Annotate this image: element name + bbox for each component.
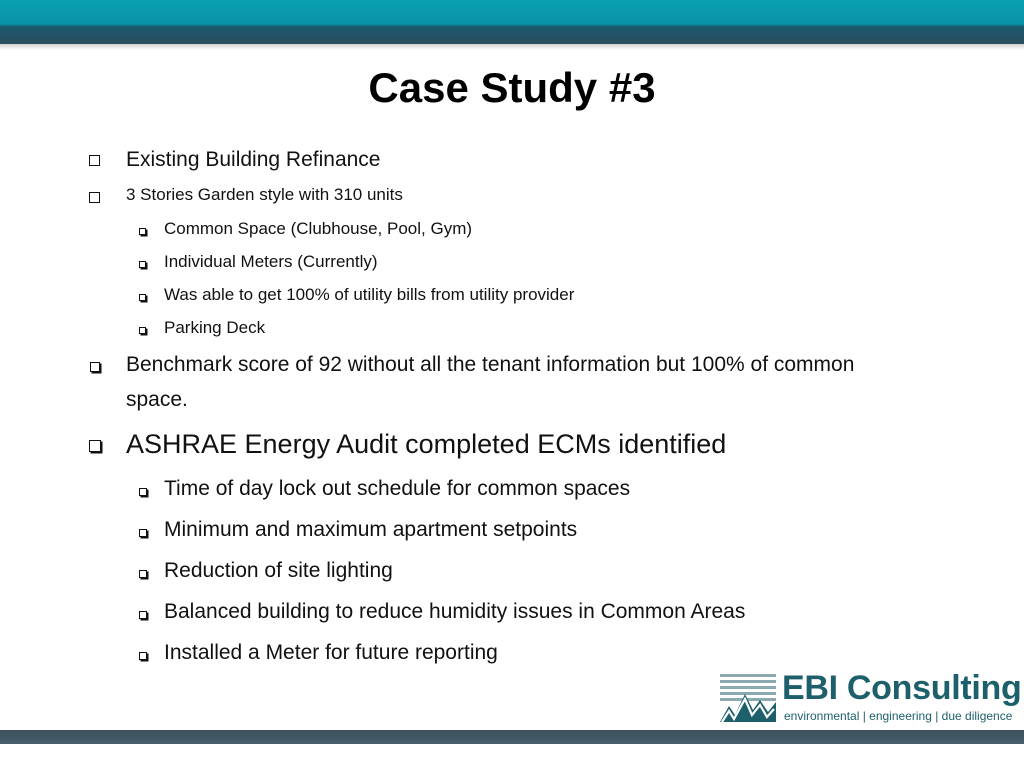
bullet-text: Existing Building Refinance — [126, 148, 381, 171]
sub-bullet-text: Minimum and maximum apartment setpoints — [164, 518, 578, 541]
sub-bullet-text: Was able to get 100% of utility bills from utility provider — [164, 285, 575, 304]
sub-bullet-text: Installed a Meter for future reporting — [164, 641, 498, 664]
ebi-mountain-logo-icon — [720, 672, 776, 724]
bullet-text: ASHRAE Energy Audit completed ECMs identified — [126, 429, 727, 459]
shadowed-square-icon — [139, 570, 147, 578]
sub-bullet-text: Parking Deck — [164, 318, 266, 337]
shadowed-square-icon — [139, 611, 147, 619]
shadowed-square-icon — [139, 488, 147, 496]
sub-bullet-text: Reduction of site lighting — [164, 559, 393, 582]
bottom-banner — [0, 730, 1024, 744]
logo-company-name: EBI Consulting — [782, 669, 1022, 707]
hollow-square-icon — [89, 155, 100, 166]
shadowed-square-icon — [139, 327, 146, 334]
shadowed-square-icon — [89, 440, 101, 452]
shadowed-square-icon — [139, 261, 146, 268]
sub-bullet-text: Common Space (Clubhouse, Pool, Gym) — [164, 219, 473, 238]
shadowed-square-icon — [139, 529, 147, 537]
hollow-square-icon — [89, 192, 100, 203]
shadowed-square-icon — [139, 652, 147, 660]
shadowed-square-icon — [139, 228, 146, 235]
logo-tagline: environmental | engineering | due diligence — [784, 709, 1013, 723]
sub-bullet-text: Balanced building to reduce humidity issues in Common Areas — [164, 600, 746, 623]
bullet-text: 3 Stories Garden style with 310 units — [126, 185, 403, 204]
bullet-text: Benchmark score of 92 without all the tenant information but 100% of common space. — [126, 353, 855, 411]
slide-title: Case Study #3 — [368, 64, 656, 111]
ebi-logo — [720, 670, 1020, 728]
shadowed-square-icon — [139, 294, 146, 301]
sub-bullet-text: Individual Meters (Currently) — [164, 252, 378, 271]
shadowed-square-icon — [90, 362, 100, 372]
sub-bullet-text: Time of day lock out schedule for common spaces — [164, 477, 631, 500]
